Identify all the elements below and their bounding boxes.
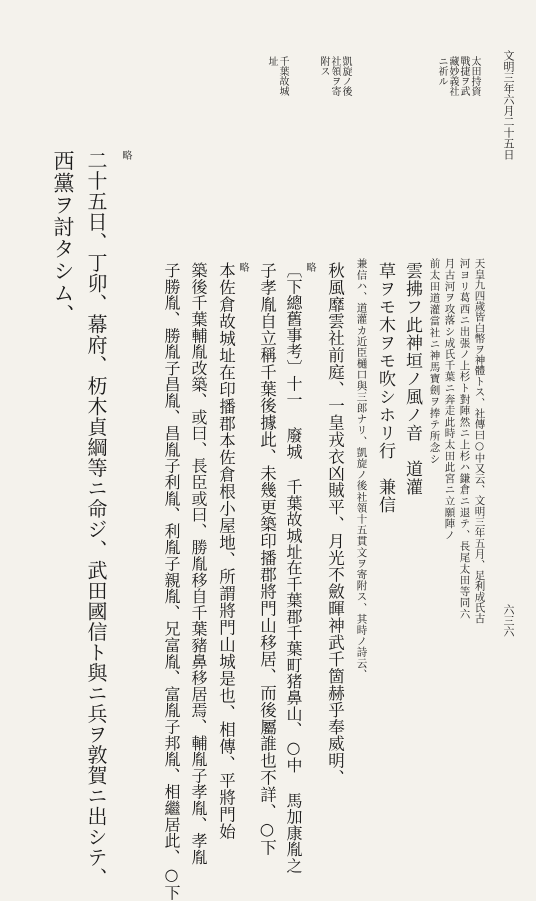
text-line: 前太田道灌當社ニ神馬寶劍ヲ捧テ所念シ bbox=[428, 258, 441, 465]
page-number: 六三六 bbox=[502, 604, 515, 637]
text-line: 草ヲモ木ヲモ吹シホリ行 兼信 bbox=[375, 262, 395, 514]
omission-mark: 略 bbox=[237, 262, 248, 272]
margin-note: 址 bbox=[266, 56, 277, 66]
margin-note: 千葉故城 bbox=[277, 56, 288, 96]
margin-note: 戰捷ヲ武 bbox=[458, 56, 469, 96]
text-line: 二十五日、丁卯、幕府、杤木貞綱等ニ命ジ、武田國信ト與ニ兵ヲ敦賀ニ出シテ、 bbox=[84, 150, 108, 888]
margin-note: 社領ヲ寄 bbox=[329, 56, 340, 96]
text-line: 子勝胤、勝胤子昌胤、昌胤子利胤、利胤子親胤、兄富胤、富胤子邦胤、相繼居此、○下 bbox=[162, 262, 181, 901]
margin-note: 凱旋ノ後 bbox=[340, 56, 351, 96]
text-line: 秋風靡雲社前庭、一皇戎衣凶賊平、月光不斂暉神武千箇赫乎奉威明、 bbox=[325, 262, 345, 786]
omission-mark: 略 bbox=[304, 262, 315, 272]
text-line: 子孝胤自立稱千葉後據此、未幾更築印播郡將門山移居、而後屬誰也不詳、○下 bbox=[257, 262, 277, 856]
text-line: 天皇九四歲皆白幣ヲ神體トス、社傳曰○中又云、文明三年五月、足利成氏古 bbox=[473, 258, 486, 624]
text-line: 本佐倉故城址在印播郡本佐倉根小屋地、所謂將門山城是也、相傳、平將門始 bbox=[216, 262, 236, 840]
text-line: 築後千葉輔胤改築、或曰、長臣或曰、勝胤移自千葉豬鼻移居焉、輔胤子孝胤、孝胤 bbox=[189, 262, 208, 866]
text-line: 河ヨリ葛西ニ出張ノ上杉ト對陣然ニ上杉ハ鎌倉ニ退テ、長尾太田等同六 bbox=[458, 258, 471, 620]
text-line: 西黨ヲ討タシム、 bbox=[51, 150, 75, 326]
omission-mark: 略 bbox=[120, 150, 131, 160]
margin-note: ニ祈ル bbox=[436, 56, 447, 86]
margin-note: 附ス bbox=[318, 56, 329, 76]
text-line: 月古河ヲ攻落シ成氏千葉ニ奔走此時太田此宮ニ立願陣ノ bbox=[443, 258, 456, 541]
running-header: 文明三年六月二十五日 bbox=[502, 50, 515, 160]
text-line: 雲拂フ此神垣ノ風ノ音 道灌 bbox=[402, 262, 422, 496]
text-line: 〔下總舊事考〕十一 廢城 千葉故城址在千葉郡千葉町猪鼻山、○中 馬加康胤之 bbox=[284, 262, 303, 874]
margin-note: 藏妙義社 bbox=[447, 56, 458, 96]
margin-note: 太田持資 bbox=[469, 56, 480, 96]
text-line: 兼信ハ、道灌カ近臣樋口與三郎ナリ、凱旋ノ後社領十五貫文ヲ寄附ス、其時ノ詩云、 bbox=[355, 258, 368, 680]
